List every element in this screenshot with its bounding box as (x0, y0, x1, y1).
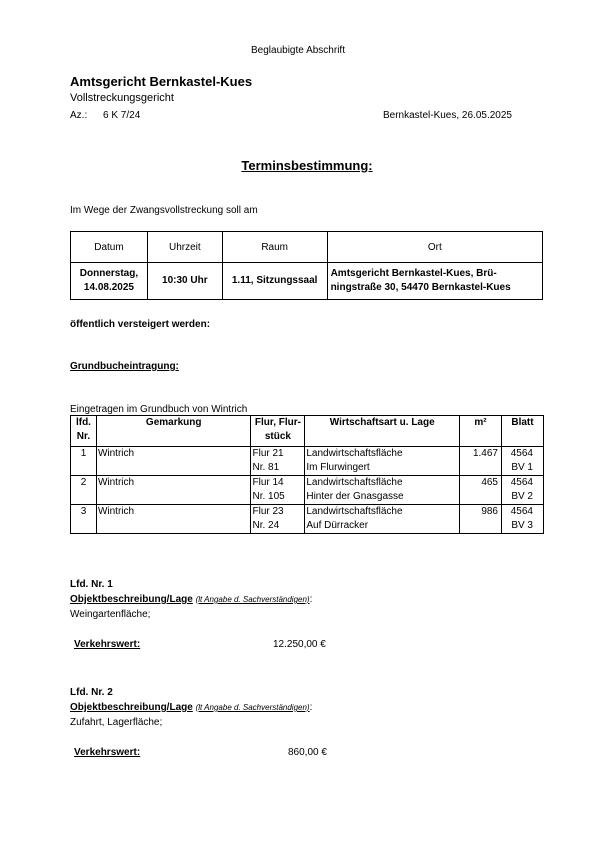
row-flur (251, 476, 305, 505)
object-2-colon: : (309, 702, 313, 713)
row-blatt (502, 447, 544, 476)
row-flur-value: Flur 14 (252, 477, 284, 488)
location-line-2: ningstraße 30, 54470 Bernkastel-Kues (330, 282, 511, 293)
place-and-date: Bernkastel-Kues, 26.05.2025 (383, 110, 512, 121)
header-flur-line-1: Flur, Flur- (254, 417, 301, 428)
object-1-note: (lt Angabe d. Sachverständigen) (195, 595, 310, 604)
row-lfd: 2 (71, 476, 97, 505)
row-lfd: 3 (71, 505, 97, 534)
date-value: 14.08.2025 (83, 282, 134, 293)
row-flurstueck-value: Nr. 81 (252, 462, 280, 473)
row-blatt-value: 4564 (510, 506, 533, 517)
row-art: Landwirtschaftsfläche (306, 448, 403, 459)
header-lfd: lfd. (75, 417, 91, 428)
row-lfd: 1 (71, 447, 97, 476)
row-bv-value: BV 2 (511, 491, 533, 502)
case-number: 6 K 7/24 (103, 110, 141, 121)
header-blatt: Blatt (502, 416, 544, 447)
appointment-table (70, 231, 543, 300)
row-flur (251, 447, 305, 476)
row-qm: 465 (460, 476, 502, 505)
header-qm: m² (460, 416, 502, 447)
row-art: Landwirtschaftsfläche (306, 477, 403, 488)
row-blatt-value: 4564 (510, 448, 533, 459)
land-register-heading: Grundbucheintragung: (70, 361, 179, 372)
row-qm: 1.467 (460, 447, 502, 476)
appointment-row (71, 263, 543, 300)
object-1-description-label (70, 594, 312, 605)
table-row (71, 447, 544, 476)
object-2-note: (lt Angabe d. Sachverständigen) (195, 703, 310, 712)
row-blatt-value: 4564 (510, 477, 533, 488)
header-wirtschaftsart: Wirtschaftsart u. Lage (305, 416, 460, 447)
row-flurstueck-value: Nr. 105 (252, 491, 285, 502)
header-uhrzeit: Uhrzeit (147, 232, 222, 263)
court-name: Amtsgericht Bernkastel-Kues (70, 74, 253, 89)
object-2-label: Objektbeschreibung/Lage (70, 702, 193, 713)
header-flur-line-2: stück (264, 431, 291, 442)
object-2-value-label: Verkehrswert: (74, 747, 141, 758)
auction-statement: öffentlich versteigert werden: (70, 319, 211, 330)
appointment-time: 10:30 Uhr (147, 263, 222, 300)
object-2-description: Zufahrt, Lagerfläche; (70, 717, 163, 728)
object-1-value-label: Verkehrswert: (74, 639, 141, 650)
object-2-title: Lfd. Nr. 2 (70, 687, 113, 698)
row-bv-value: BV 3 (511, 520, 533, 531)
header-ort: Ort (327, 232, 542, 263)
row-bv-value: BV 1 (511, 462, 533, 473)
case-number-label: Az.: (70, 110, 88, 121)
object-1-description: Weingartenfläche; (70, 609, 151, 620)
object-1-label: Objektbeschreibung/Lage (70, 594, 193, 605)
header-datum: Datum (71, 232, 148, 263)
land-register-header (71, 416, 544, 447)
document-type-note: Beglaubigte Abschrift (251, 45, 345, 56)
header-lfd-nr (71, 416, 97, 447)
row-lage: Hinter der Gnasgasse (306, 491, 404, 502)
row-wirtschaftsart (305, 476, 460, 505)
appointment-room: 1.11, Sitzungssaal (222, 263, 327, 300)
land-register-intro: Eingetragen im Grundbuch von Wintrich (70, 404, 248, 415)
land-register-table (70, 415, 544, 534)
row-wirtschaftsart (305, 447, 460, 476)
object-1-value: 12.250,00 € (273, 639, 326, 650)
intro-text: Im Wege der Zwangsvollstreckung soll am (70, 205, 258, 216)
object-2-value: 860,00 € (288, 747, 327, 758)
row-flur-value: Flur 21 (252, 448, 284, 459)
court-department: Vollstreckungsgericht (70, 92, 174, 104)
table-row (71, 505, 544, 534)
row-flurstueck-value: Nr. 24 (252, 520, 280, 531)
row-art: Landwirtschaftsfläche (306, 506, 403, 517)
object-1-colon: : (309, 594, 313, 605)
row-blatt (502, 505, 544, 534)
date-weekday: Donnerstag, (79, 268, 139, 279)
row-qm: 986 (460, 505, 502, 534)
row-blatt (502, 476, 544, 505)
location-line-1: Amtsgericht Bernkastel-Kues, Brü- (330, 268, 497, 279)
row-wirtschaftsart (305, 505, 460, 534)
page-title: Terminsbestimmung: (241, 158, 373, 173)
header-nr: Nr. (76, 431, 91, 442)
appointment-location (327, 263, 542, 300)
header-flur (251, 416, 305, 447)
table-row (71, 476, 544, 505)
appointment-date (71, 263, 148, 300)
row-gemarkung: Wintrich (96, 505, 251, 534)
object-1-title: Lfd. Nr. 1 (70, 579, 113, 590)
header-raum: Raum (222, 232, 327, 263)
row-flur (251, 505, 305, 534)
row-flur-value: Flur 23 (252, 506, 284, 517)
row-lage: Im Flurwingert (306, 462, 370, 473)
header-gemarkung: Gemarkung (96, 416, 251, 447)
row-lage: Auf Dürracker (306, 520, 369, 531)
row-gemarkung: Wintrich (96, 447, 251, 476)
appointment-table-header (71, 232, 543, 263)
object-2-description-label (70, 702, 312, 713)
row-gemarkung: Wintrich (96, 476, 251, 505)
